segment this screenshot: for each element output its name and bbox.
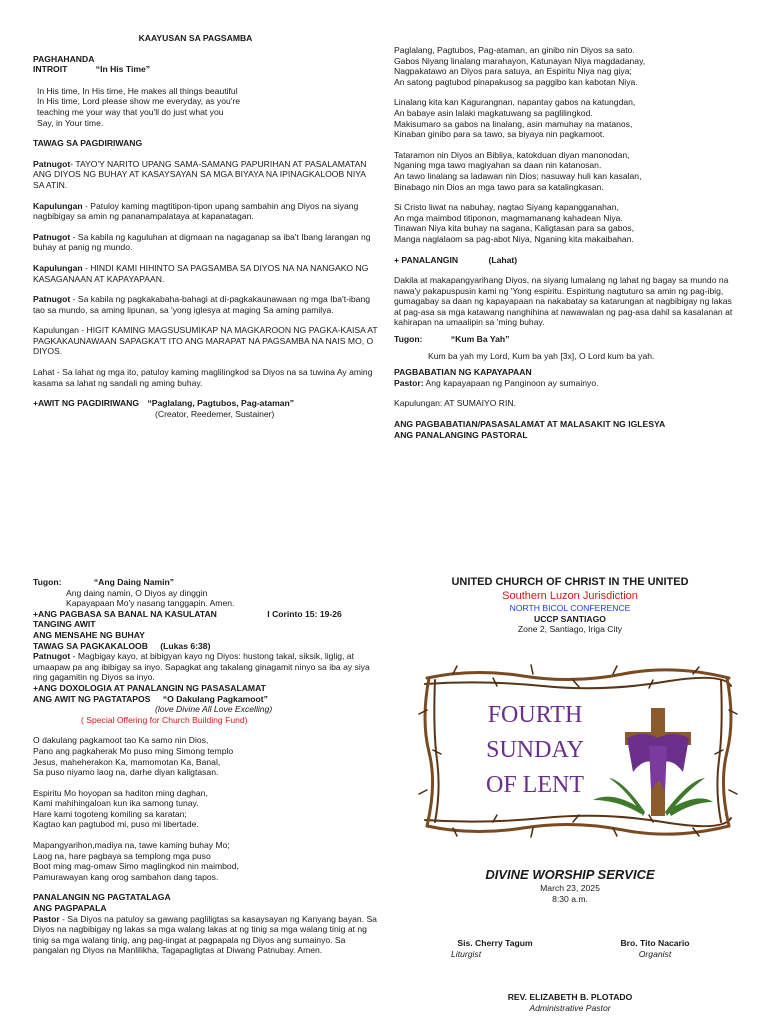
hymn-line: Gabos Niyang linalang marahayon, Katunayan Niya magdadanay, xyxy=(394,55,646,66)
reading-text: - Magbigay kayo, at bibigyan kayo ng Diyos: hustong takal, siksik, liglig, at umaapaw pa ang ibibigay sa inyo. Sapagkat ang takalang ginagamit ninyo sa iba ay siya ring gagamitin ng Diyos sa inyo. xyxy=(33,651,370,683)
tugon-response: Kum ba yah my Lord, Kum ba yah [3x], O Lord kum ba yah. xyxy=(428,350,655,361)
hymn-line: Paglalang, Pagtubos, Pag-ataman, an ginibo nin Diyos sa sato. xyxy=(394,45,635,55)
speaker-label: Patnugot xyxy=(33,158,71,169)
liturgist-role: Liturgist xyxy=(451,948,482,959)
speaker-label: Patnugot xyxy=(33,651,71,662)
hymn-stanza xyxy=(394,97,739,139)
hymn-line: Boot ming mag-omaw Simo maglingkod nin maimbod, xyxy=(33,861,239,872)
hymn-line: Pano ang pagkaherak Mo puso ming Simong templo xyxy=(33,745,234,756)
hymn-line: Hare kami togoteng komiling sa karatan; xyxy=(33,808,187,819)
hymn-line: Kinaban ginibo para sa tawo, sa biyaya nin pagkamoot. xyxy=(394,129,605,140)
poster-line: SUNDAY xyxy=(486,737,584,763)
hymn-line: Makisumaro sa gabos na linalang, asin mamuhay na matanos, xyxy=(394,118,633,129)
panalangin-pagtatalaga-heading: PANALANGIN NG PAGTATALAGA xyxy=(33,892,171,903)
tawag-reference: (Lukas 6:38) xyxy=(160,640,211,651)
awit-song: “Paglalang, Pagtubos, Pag-ataman” xyxy=(147,398,295,409)
organist-block xyxy=(595,938,715,959)
tugon-line xyxy=(394,334,739,345)
panalanging-pastoral-heading: ANG PANALANGING PASTORAL xyxy=(394,429,528,440)
awit-label: +AWIT NG PAGDIRIWANG xyxy=(33,398,140,409)
hymn-line: Tinawan Niya kita buhay na sagana, Kaligtasan para sa gabos, xyxy=(394,223,634,234)
reading-text: - TAYO'Y NARITO UPANG SAMA-SAMANG PAPURIHAN AT PASALAMATAN ANG DIYOS NG BUHAY AT KASAYSAYAN SA MGA BIYAYA NA IPINAGKALOOB NIYA SA ATIN. xyxy=(33,158,367,190)
kapulungan-response: Kapulungan: AT SUMAIYO RIN. xyxy=(394,398,516,409)
service-title: DIVINE WORSHIP SERVICE xyxy=(485,867,655,882)
hymn-line: Si Cristo liwat na nabuhay, nagtao Siyang kapangganahan, xyxy=(394,202,619,213)
hymn-line: Linalang kita kan Kagurangnan, napantay gabos na katungdan, xyxy=(394,97,636,108)
pagbasa-reference: I Corinto 15: 19-26 xyxy=(267,608,342,619)
introit-lyrics xyxy=(33,86,378,128)
hymn-line: Nganing mga tawo magiyahan sa daan nin katanosan. xyxy=(394,160,602,171)
tugon-song: “Kum Ba Yah” xyxy=(450,334,510,345)
hymn-line: An tawo linalang sa ladawan nin Dios; nasuway huli kan kasalan, xyxy=(394,170,642,181)
hymn-line: Jesus, maheherakon Ka, mamomotan Ka, Banal, xyxy=(33,756,221,767)
speaker-label: Pastor: xyxy=(394,377,424,388)
hymn-line: Laog na, hare pagbaya sa templong mga puso xyxy=(33,850,211,861)
doxologia-heading: +ANG DOXOLOGIA AT PANALANGIN NG PASASALAMAT xyxy=(33,682,266,693)
hymn-stanza xyxy=(33,840,378,882)
closing-order-column xyxy=(33,577,378,956)
hymn-line: An babaye asin lalaki magkatuwang sa paglilingkod. xyxy=(394,107,593,118)
hymn-line: O dakulang pagkamoot tao Ka samo nin Dios, xyxy=(33,735,209,746)
tugon-label: Tugon: xyxy=(33,577,62,587)
introit-song: “In His Time” xyxy=(95,64,151,75)
panalangin-lahat: (Lahat) xyxy=(488,254,518,265)
hymn-line: Espiritu Mo hoyopan sa haditon ming daghan, xyxy=(33,787,208,798)
lyric-line: Ang daing namin, O Diyos ay dinggin xyxy=(66,587,208,598)
organist-name: Bro. Tito Nacario xyxy=(620,938,690,948)
pagbabatian-heading: PAGBABATIAN NG KAPAYAPAAN xyxy=(394,367,532,378)
reading-text: - HINDI KAMI HIHINTO SA PAGSAMBA SA DIYOS NA NA NANGAKO NG KASAGANAAN AT KAPAYAPAAN. xyxy=(33,262,369,284)
lyric-line: Say, in Your time. xyxy=(37,117,104,128)
pastor-name: REV. ELIZABETH B. PLOTADO xyxy=(507,992,633,1002)
section-heading-paghahanda: PAGHAHANDA xyxy=(33,53,95,64)
speaker-label: Patnugot xyxy=(33,294,71,305)
hymn-line: Tataramon nin Diyos an Bibliya, katokduan diyan manonodan, xyxy=(394,149,630,160)
liturgist-name: Sis. Cherry Tagum xyxy=(457,938,533,948)
hymn-line: Sa puso niyamo laog na, darhe diyan kaligtasan. xyxy=(33,767,219,778)
hymn-line: Binabago nin Dios an mga tawo para sa katalingkasan. xyxy=(394,181,604,192)
awit-line xyxy=(33,398,378,409)
tugon-label: Tugon: xyxy=(394,334,423,345)
tugon-lyrics xyxy=(33,588,378,609)
hymn-stanza xyxy=(394,45,739,87)
lyric-line: In His time, Lord please show me everyday, as you're xyxy=(37,96,241,107)
mensahe-heading: ANG MENSAHE NG BUHAY xyxy=(33,629,145,640)
pagbasa-line xyxy=(33,609,378,620)
organist-role: Organist xyxy=(638,948,672,959)
order-of-worship-column xyxy=(33,33,378,419)
church-name: UNITED CHURCH OF CHRIST IN THE UNITED xyxy=(451,576,689,588)
responsive-reading-p1 xyxy=(33,159,378,191)
special-offering-note: ( Special Offering for Church Building Fund) xyxy=(81,714,248,725)
liturgist-organist-row xyxy=(430,938,720,959)
tugon-line xyxy=(33,577,378,588)
hymn-and-prayer-column xyxy=(394,45,739,440)
hymn-line: Nagpakatawo an Diyos para satuya, an Espiritu Niya nag giya; xyxy=(394,66,632,77)
speaker-label: Patnugot xyxy=(33,231,71,242)
tawag-patnugot-text xyxy=(33,651,378,683)
introit-label: INTROIT xyxy=(33,64,68,75)
church-address: Zone 2, Santiago, Iriga City xyxy=(517,624,623,635)
tawag-line xyxy=(33,641,378,652)
poster-title xyxy=(475,698,595,803)
jurisdiction: Southern Luzon Jurisdiction xyxy=(502,590,638,602)
hymn-line: Pamurawayan kang orog sambahon dang tapos. xyxy=(33,871,219,882)
conference: NORTH BICOL CONFERENCE xyxy=(509,603,631,613)
pagpapala-heading: ANG PAGPAPALA xyxy=(33,903,107,914)
responsive-reading-lahat: Lahat - Sa lahat ng mga ito, patuloy kaming maglilingkod sa Diyos na sa tuwina Ay aming kasama sa lahat ng sandali ng aming buhay. xyxy=(33,367,373,388)
panalangin-heading xyxy=(394,255,739,266)
speaker-label: Kapulungan xyxy=(33,200,83,211)
hymn-line: Kagtao kan pagtubod mi, puso mi libertade. xyxy=(33,819,199,830)
hymn-line: Mapangyarihon,madiya na, tawe kaming buhay Mo; xyxy=(33,840,230,851)
pastor-info xyxy=(400,992,740,1013)
page-title: KAAYUSAN SA PAGSAMBA xyxy=(138,33,253,43)
tanging-awit-heading: TANGING AWIT xyxy=(33,619,96,630)
pagbabatian-iglesya-heading: ANG PAGBABATIAN/PASASALAMAT AT MALASAKIT NG IGLESYA xyxy=(394,419,666,430)
cover-panel xyxy=(400,575,740,635)
liturgist-block xyxy=(435,938,555,959)
hymn-line: An satong pagtubod pinapakusog sa paggibo kan kabotan Niya. xyxy=(394,76,638,87)
hymn-stanza xyxy=(394,202,739,244)
lyric-line: teaching me your way that you'll do just what you xyxy=(37,106,224,117)
panalangin-label: + PANALANGIN xyxy=(394,254,459,265)
poster-line: FOURTH xyxy=(487,702,583,728)
hymn-line: An mga maimbod titiponon, magmamanang kahadean Niya. xyxy=(394,212,623,223)
closing-hymn-subtitle: (love Divine All Love Excelling) xyxy=(155,704,273,715)
hymn-stanza xyxy=(33,735,378,777)
hymn-line: Manga naglalaom sa pag-abot Niya, Nganing kita makaibahan. xyxy=(394,233,634,244)
speaker-label: Kapulungan xyxy=(33,262,83,273)
responsive-reading-k3: Kapulungan - HIGIT KAMING MAGSUSUMIKAP NA MAGKAROON NG PAGKA-KAISA AT PAGKAKAUNAWAAN SAPAGKA'T ITO ANG MARAPAT NA PAGSAMBA NA NAIS MO, O DIYOS. xyxy=(33,325,378,357)
responsive-reading-p3 xyxy=(33,294,378,315)
hymn-stanza xyxy=(33,788,378,830)
local-church: UCCP SANTIAGO xyxy=(534,613,606,624)
section-heading-tawag: TAWAG SA PAGDIRIWANG xyxy=(33,138,143,149)
tugon-song: “Ang Daing Namin” xyxy=(93,577,175,587)
service-time: 8:30 a.m. xyxy=(552,893,588,904)
speaker-label: Pastor xyxy=(33,913,60,924)
reading-text: - Sa kabila ng pagkakabaha-bahagi at di-pagkakaunawaan ng mga Iba't-ibang tao sa mundo, sa aming lipunan, sa 'yong iglesya at maging Sa aming pamilya. xyxy=(33,294,371,315)
lyric-line: In His time, In His time, He makes all things beautiful xyxy=(37,85,238,96)
pastor-greeting xyxy=(394,378,739,389)
lyric-line: Kapayapaan Mo'y nasang tanggapin. Amen. xyxy=(66,598,235,609)
ministers-row xyxy=(430,938,720,959)
poster-line: OF LENT xyxy=(486,772,584,798)
awit-subtitle: (Creator, Reedemer, Sustainer) xyxy=(155,408,275,419)
closing-hymn-line xyxy=(33,694,378,705)
benediction-text xyxy=(33,914,378,956)
tawag-label: TAWAG SA PAGKAKALOOB xyxy=(33,640,148,651)
service-info xyxy=(400,867,740,904)
lent-poster xyxy=(413,660,743,844)
responsive-reading-p2 xyxy=(33,232,378,253)
reading-text: - Sa Diyos na patuloy sa gawang pagliligtas sa kasaysayan ng Kanyang bayan. Sa Diyos na nagbibigay ng lakas sa mga walang lakas at ng tinig sa mga walang tinig at ng tinig sa mga walang tinig, ang pag-iingat at pagpapala ng Diyos ang sumainyo. Sa pangalan ng Diyos na Manlilikha, Tagapagligtas at Diwang Patnubay. Amen. xyxy=(33,913,377,956)
service-date: March 23, 2025 xyxy=(540,883,600,893)
reading-text: - Patuloy kaming magtitipon-tipon upang sambahin ang Diyos na siyang nagbibigay sa amin ng pananampalataya at kapanatagan. xyxy=(33,200,359,222)
panalangin-text: Dakila at makapangyarihang Diyos, na siyang lumalang ng lahat ng bagay sa mundo na nawa'y pakapuspusin kami ng 'Yong espiritu. Espiritung nagtuturo sa amin ng pag-ibig, gumagabay sa daan ng kapayapaan na nakabatay sa katarungan at nagbibigay ng lakas at pag-asa sa mga katawang nanghihina at nawawalan ng pag-asa dahil sa kasalanan at kahirapan na umaalipin sa 'ming buhay. xyxy=(394,275,733,328)
hymn-stanza xyxy=(394,150,739,192)
closing-hymn-label: ANG AWIT NG PAGTATAPOS xyxy=(33,693,151,704)
introit-line xyxy=(33,64,378,75)
hymn-line: Kami mahihingaloan kun ika samong tunay. xyxy=(33,798,199,809)
responsive-reading-k1 xyxy=(33,201,378,222)
reading-text: Ang kapayapaan ng Panginoon ay sumainyo. xyxy=(423,377,599,388)
responsive-reading-k2 xyxy=(33,263,378,284)
pastor-role: Administrative Pastor xyxy=(529,1002,611,1013)
reading-text: - Sa kabila ng kaguluhan at digmaan na nagaganap sa iba't Ibang larangan ng buhay at panig ng mundo. xyxy=(33,231,371,253)
pagbasa-label: +ANG PAGBASA SA BANAL NA KASULATAN xyxy=(33,608,217,619)
closing-hymn-song: “O Dakulang Pagkamoot” xyxy=(162,693,268,704)
